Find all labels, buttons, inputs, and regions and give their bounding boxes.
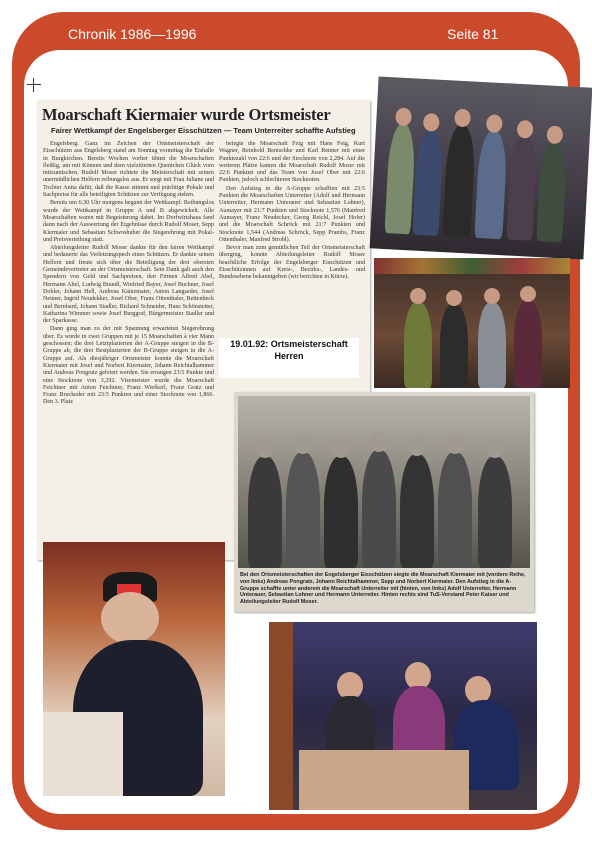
person-figure (286, 452, 320, 568)
team-trophy-photo (370, 77, 592, 260)
person-figure (404, 302, 432, 388)
person-head (546, 125, 563, 144)
person-figure (438, 452, 472, 568)
seated-man-photo (43, 542, 225, 796)
person-head (395, 107, 412, 126)
table (43, 712, 123, 796)
person-head (410, 288, 426, 304)
person-figure (474, 130, 508, 239)
person-figure (478, 302, 506, 388)
person-figure (384, 123, 416, 234)
person-figure (442, 124, 476, 237)
article-paragraph: Engelsberg. Ganz im Zeichen der Ortsmeisterschaft der Eisschützen aus Engelsberg stand am Sonntag vormittag die Eishalle in Burgkirchen. Bereits Wochen vorher übten die Moarschaften fleißig, um mit Können und dem vielzitierten Quentchen Glück vorn mitzumischen. Rudolf Moser richtete die Meisterschaft mit seinen unermüdlichen Helfern reibungslos aus. Er sorgt mit Frau Juliane und Tochter Anita dafür, daß die Kasse stimmt und prächtige Pokale und Sachpreise für alle beteiligten Schützen zur Verfügung stehen. (43, 141, 214, 199)
person-figure (514, 300, 542, 388)
article-paragraph: Bereits um 6.30 Uhr morgens begann der Wettkampf. Reibungslos wurde der Wettkampf in Gruppe A und B abgewickelt. Alle Moarschaften waren mit Begeisterung dabei. Im Dorfwirtshaus fand dann nach der Auswertung der Ergebnisse durch Rudolf Moser, Sepp Kiermaier und Sebastian Schwoshuber die Siegerehrung mit Pokal- und Preisverteilung statt. (43, 200, 214, 243)
person-figure (362, 450, 396, 568)
article-paragraph: Den Aufstieg in die A-Gruppe schafften mit 23:5 Punkten die Moarschaften Unterreiter (Adolf und Hermann Unterreiter, Hermann Unterauer und Sebastian Lohner), Aumayer mit 21:7 Punkten und Stocknote 1,576 (Manfred Aumayer, Franz Neudecker, Georg Reichl, Josef Hofer) und die Moarschaft Schröck mit 21:7 Punkten und Stocknote 1,544 (Andreas Schröck, Sepp Prambs, Franz Ottenthaler, Manfred Strobl). (219, 185, 365, 243)
photo-caption-date: 19.01.92: Ortsmeisterschaft (230, 339, 348, 349)
chronicle-title: Chronik 1986—1996 (68, 26, 197, 42)
person-figure (440, 304, 468, 388)
person-head (484, 288, 500, 304)
person-head (517, 120, 534, 139)
article-paragraph: belegte die Moarschaft Feig mit Hans Feig, Kurt Wagner, Reinhold Benischke und Karl Renner mit einer Punktezahl von 22:6 und der Stocknote von 2,284. Auf die weiteren Plätze kamen die Moarschaft Rudolf Moser mit 22:6 Punkten und das Team von Josef Ober mit 22:6 Punkten, jedoch schlechteren Stocknoten. (219, 141, 365, 184)
person-head (446, 290, 462, 306)
crosshair-marker-icon (27, 78, 41, 92)
table (299, 750, 469, 810)
person-figure (536, 141, 567, 242)
person-figure (412, 129, 444, 236)
article-column-2 (219, 141, 365, 353)
photo-caption-box (219, 338, 359, 378)
person-figure (506, 136, 537, 241)
group-photo-image (238, 396, 530, 568)
decoration-garland (374, 258, 570, 274)
wooden-post (269, 622, 293, 810)
person-figure (478, 456, 512, 568)
person-head (256, 438, 274, 458)
article-paragraph: Bevor man zum gemütlichen Teil der Ortsmeisterschaft überging, konnte Abteilungsleiter Rudolf Moser beachtliche Erfolge der Engelsberger Eisschützen und Eisschützinnen auf Kreis-, Bezirks-, Landes- und Bundesebene bekanntgeben (wir berichten in Kürze). (219, 245, 365, 281)
person-figure (248, 456, 282, 568)
person-figure (324, 456, 358, 568)
person-head (423, 113, 440, 132)
person-head (486, 114, 503, 133)
person-head (332, 438, 350, 458)
trophy-winners-photo (374, 258, 570, 388)
person-head (101, 592, 159, 644)
article-headline: Moarschaft Kiermaier wurde Ortsmeister (42, 105, 331, 124)
photo-caption-title: Herren (274, 351, 304, 361)
page-number: Seite 81 (447, 26, 499, 42)
person-head (446, 434, 464, 454)
person-head (520, 286, 536, 302)
group-photo-caption: Bei den Ortsmeisterschaften der Engelsberger Eisschützen siegte die Moarschaft Kiermaier mit (vordere Reihe, von links) Andreas Pongratz, Johann Reichtalhammer, Sepp und Norbert Kiermaier. Den Aufstieg in die A-Gruppe schaffte unter anderem die Moarschaft Unterreiter mit (hinten, von links) Adolf Unterreiter, Hermann Unterauer, Sebastian Lohner und Hermann Unterreiter. Hinten rechts sind TuS-Vorstand Peter Kaiser und Abteilungsleiter Rudolf Moser. (240, 572, 526, 606)
person-head (486, 438, 504, 458)
newspaper-group-photo (234, 392, 534, 612)
person-figure (400, 454, 434, 568)
article-paragraph: Dann ging man zu der mit Spannung erwarteten Siegerehrung über. Es wurde in zwei Gruppen mit je 15 Moarschaften à vier Mann geschossen; die drei Letztplazierten der A-Gruppe steigen in die B-Gruppe ab, die drei Bestplazierten der B-Gruppe steigen in die A-Gruppe auf. Als diesjähriger Ortsmeister konnte die Moarschaft Kiermaier mit Josef und Norbert Kiermaier, Johann Reichtalhammer und Andreas Pongratz gefeiert werden. Sie errangen 23:5 Punkte und eine Stocknote von 3,292. Vizemeister wurde die Moarschaft Feichtner mit Anton Feichtner, Franz Wiefkerl, Franz Gratz und Franz Bruckeder mit 23:5 Punkten und einer Stocknote von 1,866. Den 3. Platz (43, 326, 214, 406)
table-scene-photo (269, 622, 537, 810)
article-column-1 (43, 141, 214, 555)
article-subheadline: Fairer Wettkampf der Engelsberger Eisschützen — Team Unterreiter schaffte Aufstieg (51, 126, 356, 135)
person-head (294, 434, 312, 454)
person-head (370, 432, 388, 452)
person-head (408, 436, 426, 456)
person-head (454, 109, 471, 128)
article-paragraph: Abteilungsleiter Rudolf Moser dankte für den fairen Wettkampf und bedauerte das Verletzungspech eines Schützen. Er dankte seinen Helfern und freute sich über die Beteiligung der drei obersten Gemeindevertreter an der Ortsmeisterschaft. Sein Dank galt auch den Spendern von Geld und Sachpreisen, den Firmen Alfred Abel, Hermann Abel, Ludwig Brandl, Winfried Bayer, Josef Buchner, Josef Dobler, Johann Hell, Andreas Kainzmaier, Anton Langseder, Josef Neuner, Ingrid Neudekker, Josef Ober, Franz Ottenthaler, Rettenbeck und Bernhard, Johann Stadler, Richard Schneider, Hans Schönstetter, Katharina Wimmer sowie Josef Burggraf, Bürgermeister Stadler und der Sparkasse. (43, 245, 214, 325)
